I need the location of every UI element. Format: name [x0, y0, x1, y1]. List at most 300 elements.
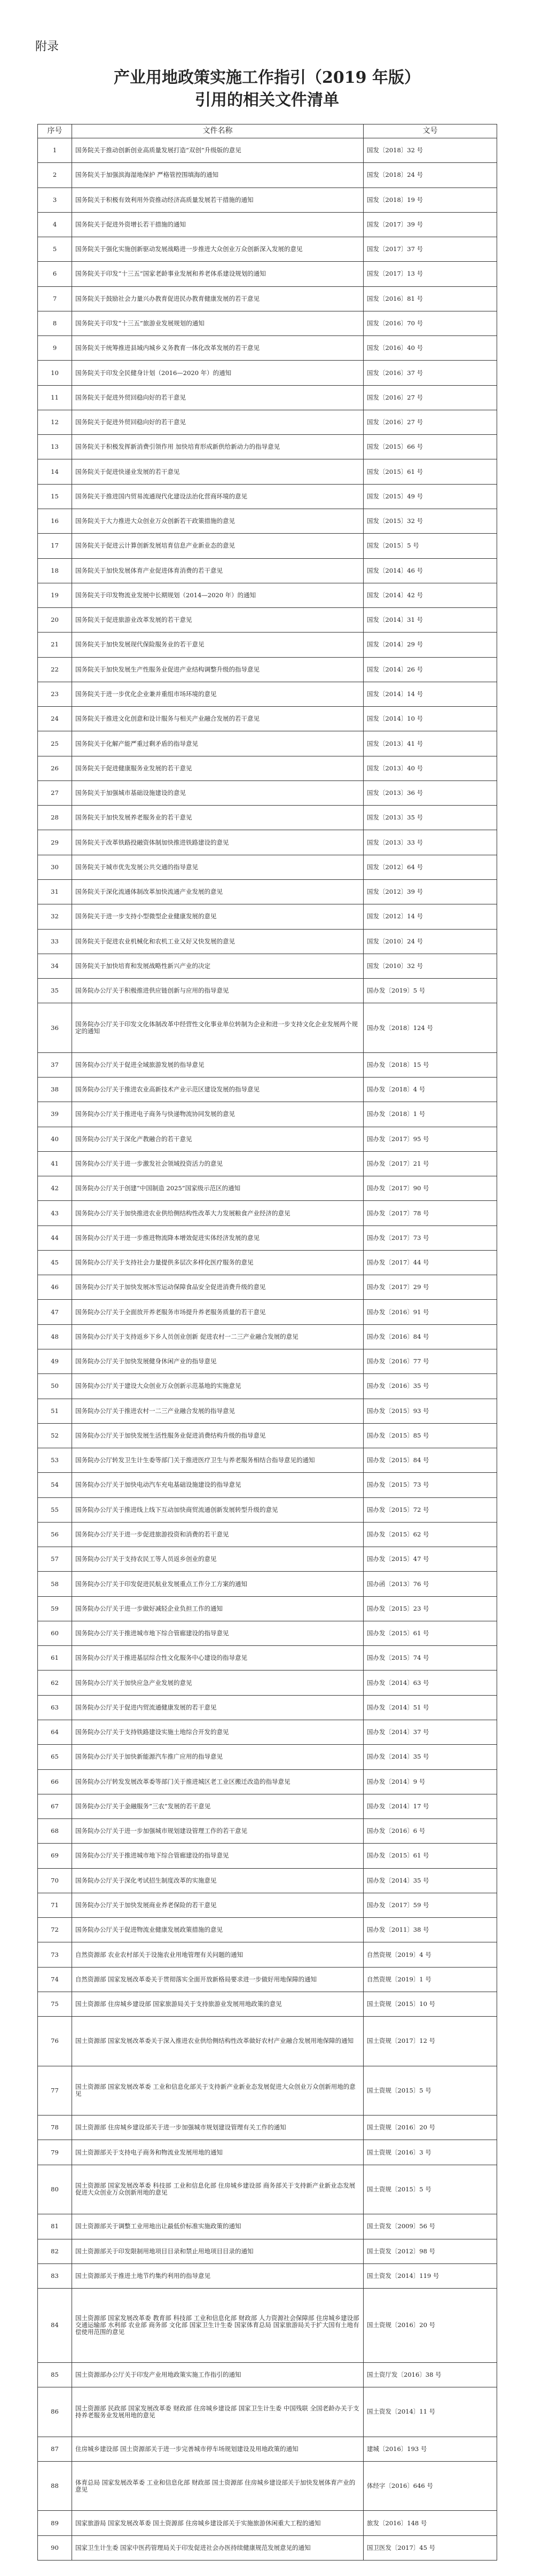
cell-document-number: 国办发〔2017〕95 号	[364, 1127, 497, 1151]
cell-document-name: 国务院办公厅关于印发促进民航业发展重点工作分工方案的通知	[72, 1572, 364, 1596]
cell-document-number: 国办发〔2017〕44 号	[364, 1250, 497, 1275]
cell-index: 59	[38, 1596, 72, 1621]
cell-document-name: 国务院办公厅关于进一步加强城市规划建设管理工作的若干意见	[72, 1819, 364, 1844]
header-document-name: 文件名称	[72, 124, 364, 138]
cell-index: 16	[38, 509, 72, 533]
cell-document-number: 国办发〔2018〕1 号	[364, 1102, 497, 1127]
cell-index: 60	[38, 1621, 72, 1645]
cell-document-name: 国务院办公厅关于加快发展冰雪运动保障食品安全促进消费升级的意见	[72, 1275, 364, 1300]
cell-document-name: 国务院关于加快培育和发展战略性新兴产业的决定	[72, 954, 364, 978]
cell-index: 13	[38, 435, 72, 459]
table-row	[38, 1399, 497, 1423]
cell-document-name: 国务院办公厅关于全面放开养老服务市场提升养老服务质量的若干意见	[72, 1300, 364, 1324]
cell-document-number: 国办发〔2018〕4 号	[364, 1078, 497, 1102]
cell-document-name: 国务院办公厅关于进一步促进旅游投资和消费的若干意见	[72, 1522, 364, 1547]
cell-document-name: 国家旅游局 国家发展改革委 国土资源部 住房城乡建设部关于实施旅游休闲重大工程的通知	[72, 2511, 364, 2535]
cell-index: 14	[38, 459, 72, 484]
cell-document-number: 旅发〔2016〕148 号	[364, 2511, 497, 2535]
cell-document-name: 国务院办公厅转发卫生计生委等部门关于推进医疗卫生与养老服务相结合指导意见的通知	[72, 1448, 364, 1473]
table-row	[38, 2017, 497, 2066]
cell-document-number: 国办发〔2017〕78 号	[364, 1201, 497, 1225]
cell-index: 70	[38, 1868, 72, 1893]
cell-document-name: 国务院关于强化实施创新驱动发展战略进一步推进大众创业万众创新深入发展的意见	[72, 237, 364, 262]
cell-document-number: 国发〔2013〕40 号	[364, 756, 497, 780]
table-row	[38, 336, 497, 361]
cell-document-number: 国发〔2013〕33 号	[364, 830, 497, 855]
table-row	[38, 657, 497, 682]
table-row	[38, 2387, 497, 2437]
cell-document-number: 国办发〔2018〕124 号	[364, 1003, 497, 1053]
table-row	[38, 979, 497, 1003]
cell-index: 4	[38, 212, 72, 237]
cell-document-name: 国土资源部 民政部 国家发展改革委 财政部 住房城乡建设部 国家卫生计生委 中国残联 全国老龄办关于支持养老服务业发展用地的意见	[72, 2387, 364, 2437]
cell-index: 41	[38, 1151, 72, 1176]
cell-index: 33	[38, 929, 72, 954]
cell-index: 65	[38, 1745, 72, 1769]
table-row	[38, 163, 497, 188]
cell-document-name: 国务院办公厅关于推进城市地下综合管廊建设的指导意见	[72, 1844, 364, 1868]
table-row	[38, 435, 497, 459]
cell-index: 43	[38, 1201, 72, 1225]
table-row	[38, 2066, 497, 2116]
cell-document-number: 国发〔2014〕26 号	[364, 657, 497, 682]
cell-document-number: 国办发〔2017〕59 号	[364, 1893, 497, 1917]
cell-document-name: 国土资源部办公厅关于印发产业用地政策实施工作指引的通知	[72, 2362, 364, 2387]
cell-document-number: 国发〔2010〕32 号	[364, 954, 497, 978]
table-row	[38, 212, 497, 237]
table-row	[38, 731, 497, 756]
table-row	[38, 2165, 497, 2214]
cell-document-number: 国办发〔2015〕47 号	[364, 1547, 497, 1572]
cell-index: 66	[38, 1769, 72, 1794]
cell-document-name: 国务院关于化解产能严重过剩矛盾的指导意见	[72, 731, 364, 756]
table-row	[38, 1646, 497, 1671]
cell-document-number: 国办发〔2015〕61 号	[364, 1621, 497, 1645]
table-row	[38, 879, 497, 904]
cell-document-number: 国卫医发〔2017〕45 号	[364, 2535, 497, 2560]
table-row	[38, 2437, 497, 2461]
table-row	[38, 2140, 497, 2165]
cell-document-number: 国办发〔2014〕35 号	[364, 1868, 497, 1893]
cell-document-name: 国务院办公厅关于推进线上线下互动加快商贸流通创新发展转型升级的意见	[72, 1497, 364, 1522]
cell-index: 77	[38, 2066, 72, 2116]
cell-document-name: 国务院关于促进健康服务业发展的若干意见	[72, 756, 364, 780]
table-row	[38, 1078, 497, 1102]
cell-document-name: 国家卫生计生委 国家中医药管理局关于印发促进社会办医持续健康规范发展意见的通知	[72, 2535, 364, 2560]
table-row	[38, 756, 497, 780]
cell-document-name: 国务院办公厅关于进一步激发社会领域投资活力的意见	[72, 1151, 364, 1176]
cell-document-name: 国务院办公厅关于积极推进供应链创新与应用的指导意见	[72, 979, 364, 1003]
table-row	[38, 904, 497, 929]
cell-document-number: 国土资规〔2015〕10 号	[364, 1992, 497, 2016]
cell-index: 64	[38, 1720, 72, 1744]
cell-index: 48	[38, 1324, 72, 1349]
cell-document-number: 国土资发〔2014〕119 号	[364, 2263, 497, 2288]
table-row	[38, 1671, 497, 1695]
table-row	[38, 2214, 497, 2239]
cell-index: 49	[38, 1349, 72, 1374]
table-row	[38, 188, 497, 212]
cell-index: 39	[38, 1102, 72, 1127]
table-row	[38, 1695, 497, 1720]
cell-document-number: 国办发〔2014〕63 号	[364, 1671, 497, 1695]
cell-index: 53	[38, 1448, 72, 1473]
cell-index: 50	[38, 1374, 72, 1399]
cell-document-number: 国发〔2014〕42 号	[364, 583, 497, 607]
table-row	[38, 459, 497, 484]
cell-document-name: 国务院关于加快发展现代保险服务业的若干意见	[72, 633, 364, 657]
table-row	[38, 2116, 497, 2140]
cell-document-name: 国务院关于深化流通体制改革加快流通产业发展的意见	[72, 879, 364, 904]
table-row	[38, 1992, 497, 2016]
table-row	[38, 855, 497, 879]
cell-document-name: 国务院关于促进旅游业改革发展的若干意见	[72, 608, 364, 633]
table-row	[38, 558, 497, 583]
cell-index: 9	[38, 336, 72, 361]
table-row	[38, 2239, 497, 2263]
cell-document-name: 国务院办公厅关于支持铁路建设实施土地综合开发的意见	[72, 1720, 364, 1744]
cell-document-number: 国土资规〔2016〕20 号	[364, 2116, 497, 2140]
cell-document-number: 国办发〔2014〕37 号	[364, 1720, 497, 1744]
table-row	[38, 286, 497, 311]
table-row	[38, 534, 497, 558]
cell-document-name: 国务院办公厅关于推进农业高新技术产业示范区建设发展的指导意见	[72, 1078, 364, 1102]
page-subtitle: 引用的相关文件清单	[195, 91, 339, 110]
table-row	[38, 954, 497, 978]
cell-index: 55	[38, 1497, 72, 1522]
table-row	[38, 1473, 497, 1497]
cell-index: 51	[38, 1399, 72, 1423]
cell-document-name: 国务院关于印发“十三五”国家老龄事业发展和养老体系建设规划的通知	[72, 262, 364, 286]
cell-document-name: 国务院关于促进外贸回稳向好的若干意见	[72, 385, 364, 410]
cell-document-name: 住房城乡建设部 国土资源部关于进一步完善城市停车场规划建设及用地政策的通知	[72, 2437, 364, 2461]
cell-document-number: 国办发〔2018〕15 号	[364, 1052, 497, 1077]
cell-document-number: 国发〔2013〕35 号	[364, 806, 497, 830]
cell-document-name: 国务院关于促进云计算创新发展培育信息产业新业态的意见	[72, 534, 364, 558]
table-row	[38, 2511, 497, 2535]
table-row	[38, 361, 497, 385]
table-row	[38, 2289, 497, 2363]
cell-index: 25	[38, 731, 72, 756]
cell-index: 87	[38, 2437, 72, 2461]
cell-document-name: 国务院关于促进外贸回稳向好的若干意见	[72, 410, 364, 434]
cell-document-name: 国务院关于统筹推进县域内城乡义务教育一体化改革发展的若干意见	[72, 336, 364, 361]
cell-index: 10	[38, 361, 72, 385]
table-row	[38, 1621, 497, 1645]
cell-index: 29	[38, 830, 72, 855]
cell-document-name: 国务院办公厅关于支持返乡下乡人员创业创新 促进农村一二三产业融合发展的意见	[72, 1324, 364, 1349]
cell-document-name: 国务院办公厅关于促进内贸流通健康发展的若干意见	[72, 1695, 364, 1720]
cell-index: 2	[38, 163, 72, 188]
cell-document-number: 国发〔2012〕64 号	[364, 855, 497, 879]
header-document-number: 文号	[364, 124, 497, 138]
cell-document-number: 国土资发〔2014〕11 号	[364, 2387, 497, 2437]
appendix-label: 附录	[35, 40, 59, 53]
cell-document-name: 国土资源部 国家发展改革委 教育部 科技部 工业和信息化部 财政部 人力资源社会保障部 住房城乡建设部 交通运输部 水利部 农业部 商务部 文化部 国家卫生计生委 国家体育总局 国家旅游局关于扩大国有土地有偿使用范围的意见	[72, 2289, 364, 2363]
cell-document-number: 国发〔2014〕14 号	[364, 682, 497, 706]
table-row	[38, 1102, 497, 1127]
cell-index: 62	[38, 1671, 72, 1695]
cell-index: 36	[38, 1003, 72, 1053]
cell-document-number: 国发〔2010〕24 号	[364, 929, 497, 954]
table-body	[38, 138, 497, 2561]
table-row	[38, 410, 497, 434]
cell-document-name: 国务院关于进一步支持小型微型企业健康发展的意见	[72, 904, 364, 929]
cell-index: 89	[38, 2511, 72, 2535]
cell-document-number: 国办发〔2017〕90 号	[364, 1176, 497, 1201]
table-row	[38, 1596, 497, 1621]
cell-document-number: 国发〔2016〕81 号	[364, 286, 497, 311]
cell-index: 17	[38, 534, 72, 558]
cell-document-name: 国土资源部 住房城乡建设部关于进一步加强城市规划建设管理有关工作的通知	[72, 2116, 364, 2140]
cell-index: 90	[38, 2535, 72, 2560]
table-row	[38, 311, 497, 335]
cell-document-number: 国土资厅发〔2016〕38 号	[364, 2362, 497, 2387]
cell-document-name: 国务院关于大力推进大众创业万众创新若干政策措施的意见	[72, 509, 364, 533]
cell-document-number: 国办发〔2015〕73 号	[364, 1473, 497, 1497]
cell-document-number: 国土资规〔2015〕5 号	[364, 2066, 497, 2116]
cell-index: 73	[38, 1942, 72, 1967]
cell-document-number: 国办发〔2016〕84 号	[364, 1324, 497, 1349]
table-row	[38, 1127, 497, 1151]
cell-document-name: 国务院办公厅关于加快新能源汽车推广应用的指导意见	[72, 1745, 364, 1769]
cell-document-name: 国务院关于积极有效利用外资推动经济高质量发展若干措施的通知	[72, 188, 364, 212]
cell-document-number: 国办发〔2019〕5 号	[364, 979, 497, 1003]
cell-index: 28	[38, 806, 72, 830]
cell-document-number: 国办发〔2014〕9 号	[364, 1769, 497, 1794]
cell-index: 67	[38, 1794, 72, 1818]
cell-document-name: 国务院办公厅关于推进城市地下综合管廊建设的指导意见	[72, 1621, 364, 1645]
cell-document-number: 国发〔2016〕40 号	[364, 336, 497, 361]
cell-document-number: 国发〔2016〕37 号	[364, 361, 497, 385]
table-row	[38, 1052, 497, 1077]
table-row	[38, 633, 497, 657]
cell-index: 71	[38, 1893, 72, 1917]
table-row	[38, 583, 497, 607]
table-row	[38, 1349, 497, 1374]
table-row	[38, 1745, 497, 1769]
cell-document-name: 国务院办公厅关于加快发展生活性服务业促进消费结构升级的指导意见	[72, 1423, 364, 1448]
cell-index: 24	[38, 707, 72, 731]
cell-document-name: 国务院办公厅关于深化产教融合的若干意见	[72, 1127, 364, 1151]
cell-document-name: 国务院办公厅转发发展改革委等部门关于推进城区老工业区搬迁改造的指导意见	[72, 1769, 364, 1794]
cell-index: 85	[38, 2362, 72, 2387]
cell-document-name: 国土资源部关于调整工业用地出让最低价标准实施政策的通知	[72, 2214, 364, 2239]
cell-document-name: 国务院办公厅关于建设大众创业万众创新示范基地的实施意见	[72, 1374, 364, 1399]
table-row	[38, 1423, 497, 1448]
table-row	[38, 608, 497, 633]
cell-index: 19	[38, 583, 72, 607]
cell-index: 18	[38, 558, 72, 583]
table-row	[38, 830, 497, 855]
cell-document-number: 国发〔2018〕32 号	[364, 138, 497, 163]
cell-document-number: 国发〔2015〕49 号	[364, 484, 497, 509]
cell-document-name: 国务院关于印发全民健身计划（2016—2020 年）的通知	[72, 361, 364, 385]
cell-index: 82	[38, 2239, 72, 2263]
cell-document-name: 国务院关于进一步优化企业兼并重组市场环境的意见	[72, 682, 364, 706]
cell-document-name: 国务院关于促进农业机械化和农机工业又好又快发展的意见	[72, 929, 364, 954]
cell-index: 86	[38, 2387, 72, 2437]
cell-document-name: 国务院办公厅关于深化考试招生制度改革的实施意见	[72, 1868, 364, 1893]
cell-document-name: 国务院办公厅关于加快推进农业供给侧结构性改革大力发展粮食产业经济的意见	[72, 1201, 364, 1225]
cell-document-number: 国办发〔2016〕6 号	[364, 1819, 497, 1844]
table-row	[38, 1942, 497, 1967]
cell-index: 61	[38, 1646, 72, 1671]
cell-index: 81	[38, 2214, 72, 2239]
cell-index: 7	[38, 286, 72, 311]
table-row	[38, 2362, 497, 2387]
cell-document-name: 国务院办公厅关于进一步做好减轻企业负担工作的通知	[72, 1596, 364, 1621]
header-index: 序号	[38, 124, 72, 138]
cell-document-number: 国办发〔2016〕77 号	[364, 1349, 497, 1374]
document-list-table	[37, 124, 497, 2561]
cell-index: 54	[38, 1473, 72, 1497]
cell-document-name: 国务院办公厅关于进一步推进物流降本增效促进实体经济发展的意见	[72, 1225, 364, 1250]
cell-document-name: 国土资源部关于印发限制用地项目目录和禁止用地项目目录的通知	[72, 2239, 364, 2263]
cell-document-number: 国发〔2015〕66 号	[364, 435, 497, 459]
table-row	[38, 1151, 497, 1176]
cell-document-name: 国土资源部关于支持电子商务和物流业发展用地的通知	[72, 2140, 364, 2165]
cell-document-number: 国办发〔2014〕17 号	[364, 1794, 497, 1818]
cell-document-number: 国发〔2018〕19 号	[364, 188, 497, 212]
cell-document-name: 国务院办公厅关于支持社会力量提供多层次多样化医疗服务的意见	[72, 1250, 364, 1275]
cell-index: 80	[38, 2165, 72, 2214]
table-header-row	[38, 124, 497, 138]
cell-document-name: 国务院关于改革铁路投融资体制加快推进铁路建设的意见	[72, 830, 364, 855]
cell-document-name: 国务院办公厅关于印发文化体制改革中经营性文化事业单位转制为企业和进一步支持文化企业发展两个规定的通知	[72, 1003, 364, 1053]
cell-index: 44	[38, 1225, 72, 1250]
cell-document-number: 国发〔2013〕36 号	[364, 780, 497, 805]
cell-index: 45	[38, 1250, 72, 1275]
cell-index: 88	[38, 2461, 72, 2511]
cell-document-name: 国务院办公厅关于推进农村一二三产业融合发展的指导意见	[72, 1399, 364, 1423]
cell-index: 47	[38, 1300, 72, 1324]
cell-document-name: 国务院办公厅关于加快应急产业发展的意见	[72, 1671, 364, 1695]
table-row	[38, 2263, 497, 2288]
table-row	[38, 509, 497, 533]
cell-document-number: 国土资发〔2009〕56 号	[364, 2214, 497, 2239]
cell-index: 58	[38, 1572, 72, 1596]
table-row	[38, 1225, 497, 1250]
table-row	[38, 929, 497, 954]
table-row	[38, 1324, 497, 1349]
cell-index: 69	[38, 1844, 72, 1868]
cell-index: 63	[38, 1695, 72, 1720]
cell-document-number: 国办发〔2017〕29 号	[364, 1275, 497, 1300]
cell-index: 68	[38, 1819, 72, 1844]
cell-document-number: 国发〔2016〕27 号	[364, 385, 497, 410]
table-row	[38, 1497, 497, 1522]
cell-document-number: 国办发〔2015〕85 号	[364, 1423, 497, 1448]
cell-document-name: 国务院关于积极发挥新消费引领作用 加快培育形成新供给新动力的指导意见	[72, 435, 364, 459]
cell-document-name: 国务院关于印发物流业发展中长期规划（2014—2020 年）的通知	[72, 583, 364, 607]
cell-document-name: 国务院关于推进文化创意和设计服务与相关产业融合发展的若干意见	[72, 707, 364, 731]
cell-document-name: 国务院办公厅关于促进全域旅游发展的指导意见	[72, 1052, 364, 1077]
cell-index: 15	[38, 484, 72, 509]
table-row	[38, 1250, 497, 1275]
cell-document-name: 国务院关于加强滨海湿地保护 严格管控围填海的通知	[72, 163, 364, 188]
page-title: 产业用地政策实施工作指引（2019 年版）	[114, 68, 420, 87]
table-row	[38, 1893, 497, 1917]
table-row	[38, 1572, 497, 1596]
cell-document-name: 国务院办公厅关于促进物流业健康发展政策措施的意见	[72, 1918, 364, 1942]
cell-document-number: 国发〔2015〕61 号	[364, 459, 497, 484]
cell-index: 3	[38, 188, 72, 212]
table-row	[38, 1720, 497, 1744]
cell-document-number: 国发〔2013〕41 号	[364, 731, 497, 756]
table-row	[38, 1547, 497, 1572]
cell-index: 40	[38, 1127, 72, 1151]
cell-document-number: 国办发〔2017〕21 号	[364, 1151, 497, 1176]
cell-document-number: 建城〔2016〕193 号	[364, 2437, 497, 2461]
cell-index: 83	[38, 2263, 72, 2288]
cell-document-number: 国发〔2012〕14 号	[364, 904, 497, 929]
table-row	[38, 1844, 497, 1868]
cell-document-number: 国办发〔2015〕74 号	[364, 1646, 497, 1671]
table-row	[38, 1275, 497, 1300]
table-row	[38, 1967, 497, 1992]
cell-index: 78	[38, 2116, 72, 2140]
table-row	[38, 1769, 497, 1794]
table-row	[38, 2461, 497, 2511]
cell-index: 1	[38, 138, 72, 163]
cell-document-number: 国办发〔2015〕23 号	[364, 1596, 497, 1621]
cell-index: 5	[38, 237, 72, 262]
cell-document-number: 国发〔2017〕13 号	[364, 262, 497, 286]
table-row	[38, 237, 497, 262]
cell-index: 32	[38, 904, 72, 929]
cell-document-name: 国务院关于加强城市基础设施建设的意见	[72, 780, 364, 805]
cell-index: 37	[38, 1052, 72, 1077]
table-row	[38, 1300, 497, 1324]
cell-document-name: 国土资源部 住房城乡建设部 国家旅游局关于支持旅游业发展用地政策的意见	[72, 1992, 364, 2016]
cell-document-number: 国发〔2016〕27 号	[364, 410, 497, 434]
cell-index: 56	[38, 1522, 72, 1547]
table-row	[38, 385, 497, 410]
cell-document-name: 国务院办公厅关于创建“中国制造 2025”国家级示范区的通知	[72, 1176, 364, 1201]
cell-index: 11	[38, 385, 72, 410]
cell-document-number: 国发〔2015〕5 号	[364, 534, 497, 558]
table-row	[38, 1448, 497, 1473]
cell-document-number: 国发〔2018〕24 号	[364, 163, 497, 188]
table-row	[38, 1918, 497, 1942]
cell-index: 27	[38, 780, 72, 805]
cell-document-name: 国土资源部 国家发展改革委 工业和信息化部关于支持新产业新业态发展促进大众创业万众创新用地的意见	[72, 2066, 364, 2116]
cell-index: 21	[38, 633, 72, 657]
cell-document-name: 国土资源部关于推进土地节约集约利用的指导意见	[72, 2263, 364, 2288]
cell-document-name: 国务院办公厅关于加快发展健身休闲产业的指导意见	[72, 1349, 364, 1374]
table-row	[38, 1201, 497, 1225]
cell-document-number: 国发〔2017〕39 号	[364, 212, 497, 237]
cell-document-number: 国办发〔2015〕62 号	[364, 1522, 497, 1547]
table-row	[38, 682, 497, 706]
cell-document-name: 国务院关于加快发展养老服务业的若干意见	[72, 806, 364, 830]
cell-document-number: 国发〔2014〕31 号	[364, 608, 497, 633]
cell-document-name: 自然资源部 农业农村部关于设施农业用地管理有关问题的通知	[72, 1942, 364, 1967]
table-row	[38, 707, 497, 731]
cell-document-number: 国土资规〔2016〕20 号	[364, 2289, 497, 2363]
cell-document-name: 体育总局 国家发展改革委 工业和信息化部 财政部 国土资源部 住房城乡建设部关于加快发展体育产业的意见	[72, 2461, 364, 2511]
cell-index: 34	[38, 954, 72, 978]
cell-document-name: 国务院关于推动创新创业高质量发展打造“双创”升级版的意见	[72, 138, 364, 163]
cell-index: 30	[38, 855, 72, 879]
cell-document-name: 国务院关于印发“十三五”旅游业发展规划的通知	[72, 311, 364, 335]
cell-index: 22	[38, 657, 72, 682]
cell-document-number: 体经字〔2016〕646 号	[364, 2461, 497, 2511]
cell-index: 76	[38, 2017, 72, 2066]
cell-index: 8	[38, 311, 72, 335]
cell-document-number: 国办发〔2014〕35 号	[364, 1745, 497, 1769]
